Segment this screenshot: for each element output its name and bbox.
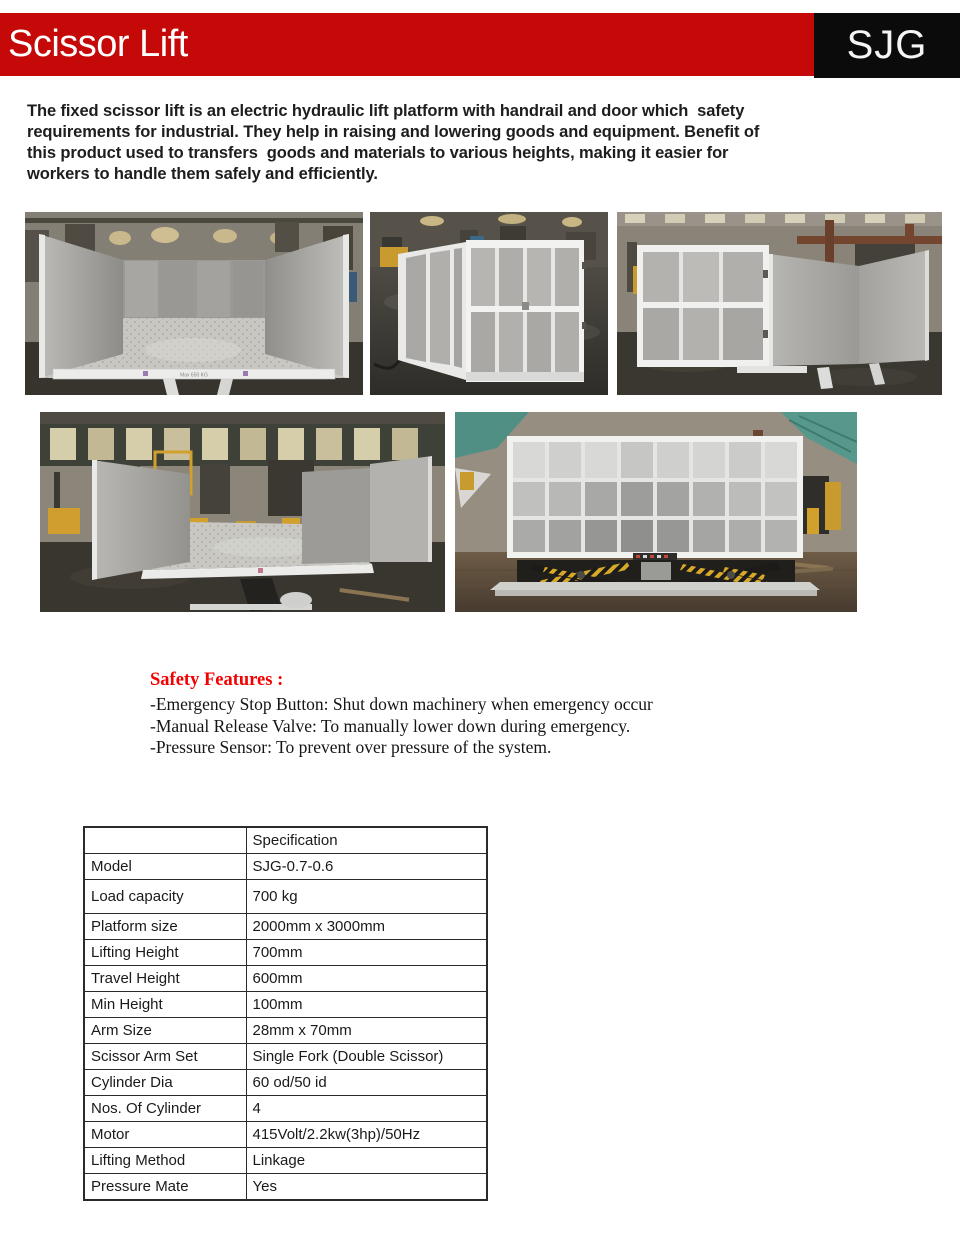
spec-label: Pressure Mate <box>84 1174 246 1201</box>
brand-logo-text: SJG <box>846 23 928 67</box>
spec-value: Specification <box>246 827 487 854</box>
spec-label: Cylinder Dia <box>84 1070 246 1096</box>
photo-cage-angled-view <box>370 212 608 395</box>
spec-value: 700 kg <box>246 880 487 914</box>
photo-scissor-lift-side-view <box>455 412 857 612</box>
spec-value: 4 <box>246 1096 487 1122</box>
table-row <box>84 966 487 992</box>
spec-label: Platform size <box>84 914 246 940</box>
table-row <box>84 1070 487 1096</box>
spec-value: Linkage <box>246 1148 487 1174</box>
table-row <box>84 940 487 966</box>
intro-line: The fixed scissor lift is an electric hydraulic lift platform with handrail and door which safety <box>27 102 745 120</box>
table-row <box>84 992 487 1018</box>
safety-features-section <box>150 670 653 759</box>
safety-item-pressure-sensor: -Pressure Sensor: To prevent over pressure of the system. <box>150 737 552 757</box>
table-row <box>84 880 487 914</box>
spec-label: Load capacity <box>84 880 246 914</box>
spec-label: Motor <box>84 1122 246 1148</box>
table-row <box>84 827 487 854</box>
spec-label: Lifting Method <box>84 1148 246 1174</box>
brand-logo-box <box>814 13 960 78</box>
table-row <box>84 1044 487 1070</box>
spec-value: 700mm <box>246 940 487 966</box>
table-row <box>84 1148 487 1174</box>
spec-label: Nos. Of Cylinder <box>84 1096 246 1122</box>
intro-line: requirements for industrial. They help in raising and lowering goods and equipment. Benefit of <box>27 123 760 141</box>
spec-value: Yes <box>246 1174 487 1201</box>
spec-value: 100mm <box>246 992 487 1018</box>
table-row <box>84 1018 487 1044</box>
photo-load-badge: Max 650 KG <box>180 372 208 379</box>
spec-table <box>83 826 488 1201</box>
spec-value: 28mm x 70mm <box>246 1018 487 1044</box>
photo-cage-and-wall-panels <box>617 212 942 395</box>
page-title: Scissor Lift <box>8 23 188 65</box>
safety-item-emergency-stop: -Emergency Stop Button: Shut down machinery when emergency occur <box>150 694 653 714</box>
spec-value: 600mm <box>246 966 487 992</box>
spec-label <box>84 827 246 854</box>
spec-value: 2000mm x 3000mm <box>246 914 487 940</box>
table-row <box>84 1096 487 1122</box>
photo-platform-front-view <box>25 212 363 395</box>
spec-value: 60 od/50 id <box>246 1070 487 1096</box>
spec-label: Travel Height <box>84 966 246 992</box>
spec-label: Lifting Height <box>84 940 246 966</box>
photo-platform-gates-open <box>40 412 445 612</box>
spec-label: Min Height <box>84 992 246 1018</box>
spec-label: Arm Size <box>84 1018 246 1044</box>
intro-line: this product used to transfers goods and materials to various heights, making it easier for <box>27 144 729 162</box>
intro-paragraph <box>27 101 759 185</box>
table-row <box>84 1174 487 1201</box>
spec-value: SJG-0.7-0.6 <box>246 854 487 880</box>
safety-item-manual-release: -Manual Release Valve: To manually lower down during emergency. <box>150 715 631 736</box>
spec-label: Scissor Arm Set <box>84 1044 246 1070</box>
spec-value: Single Fork (Double Scissor) <box>246 1044 487 1070</box>
spec-label: Model <box>84 854 246 880</box>
safety-features-title: Safety Features : <box>150 670 284 690</box>
spec-value: 415Volt/2.2kw(3hp)/50Hz <box>246 1122 487 1148</box>
table-row <box>84 1122 487 1148</box>
table-row <box>84 854 487 880</box>
table-row <box>84 914 487 940</box>
intro-line: workers to handle them safely and efficiently. <box>27 165 378 183</box>
